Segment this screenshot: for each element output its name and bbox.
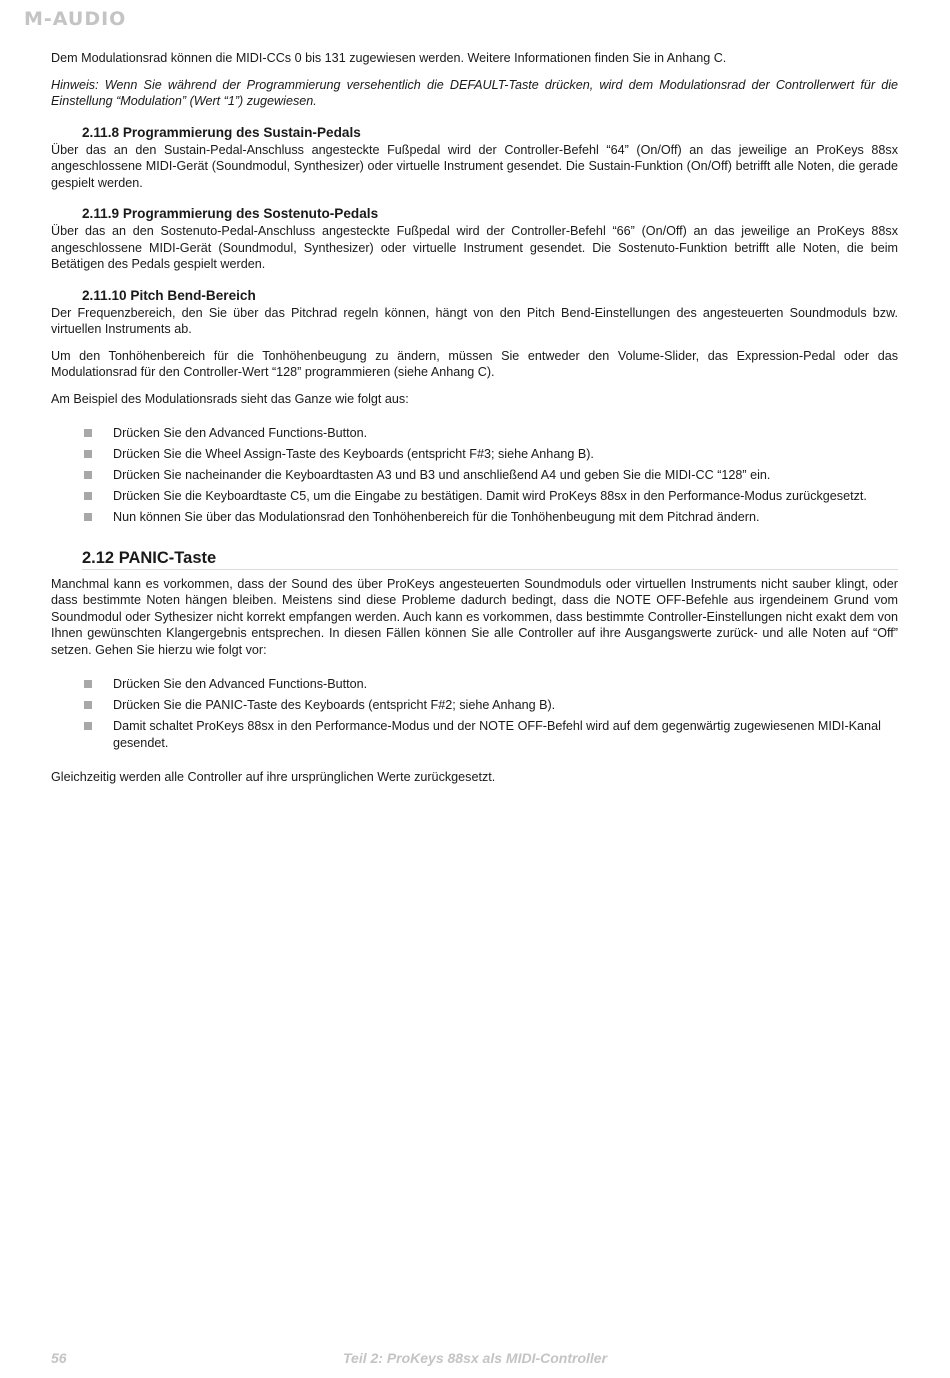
- square-bullet-icon: [84, 513, 92, 521]
- square-bullet-icon: [84, 701, 92, 709]
- page-content: [51, 50, 898, 796]
- pitch-bend-paragraph-3: Am Beispiel des Modulationsrads sieht das Ganze wie folgt aus:: [51, 391, 409, 406]
- pitch-bend-paragraph-2: Um den Tonhöhenbereich für die Tonhöhenbeugung zu ändern, müssen Sie entweder den Volume-Slider, das Expression-Pedal oder das Modulationsrad für den Controller-Wert “128” programmieren (siehe Anhang C).: [51, 348, 898, 379]
- list-item: [84, 676, 898, 693]
- list-item: [84, 446, 898, 463]
- square-bullet-icon: [84, 492, 92, 500]
- list-item-text: Drücken Sie die PANIC-Taste des Keyboards (entspricht F#2; siehe Anhang B).: [113, 698, 556, 712]
- list-item: [84, 697, 898, 714]
- intro-paragraph: Dem Modulationsrad können die MIDI-CCs 0 bis 131 zugewiesen werden. Weitere Informationen finden Sie in Anhang C.: [51, 51, 727, 65]
- list-item-text: Nun können Sie über das Modulationsrad den Tonhöhenbereich für die Tonhöhenbeugung mit dem Pitchrad ändern.: [113, 510, 760, 524]
- panic-steps: [84, 676, 898, 751]
- default-key-note: Hinweis: Wenn Sie während der Programmierung versehentlich die DEFAULT-Taste drücken, wird dem Modulationsrad der Controllerwert für die Einstellung “Modulation” (Wert “1”) zugewiesen.: [51, 77, 898, 108]
- heading-panic-taste: 2.12 PANIC-Taste: [82, 548, 898, 570]
- list-item: [84, 718, 898, 751]
- list-item-text: Drücken Sie nacheinander die Keyboardtasten A3 und B3 und anschließend A4 und geben Sie die MIDI-CC “128” ein.: [113, 468, 771, 482]
- m-audio-logo: M-AUDIO: [24, 8, 127, 30]
- heading-sostenuto-pedal: 2.11.9 Programmierung des Sostenuto-Pedals: [82, 206, 379, 221]
- list-item-text: Drücken Sie den Advanced Functions-Button.: [113, 426, 368, 440]
- list-item: [84, 509, 898, 526]
- sustain-pedal-paragraph: Über das an den Sustain-Pedal-Anschluss angesteckte Fußpedal wird der Controller-Befehl “64” (On/Off) an das jeweilige an ProKeys 88sx angeschlossene MIDI-Gerät (Soundmodul, Synthesizer) oder virtuelle Instrument gesendet. Die Sustain-Funktion (On/Off) betrifft alle Noten, die gerade gespielt werden.: [51, 142, 898, 190]
- square-bullet-icon: [84, 680, 92, 688]
- heading-pitch-bend: 2.11.10 Pitch Bend-Bereich: [82, 287, 256, 303]
- list-item-text: Drücken Sie die Wheel Assign-Taste des Keyboards (entspricht F#3; siehe Anhang B).: [113, 447, 594, 461]
- list-item: [84, 425, 898, 442]
- panic-closing-paragraph: Gleichzeitig werden alle Controller auf ihre ursprünglichen Werte zurückgesetzt.: [51, 770, 496, 784]
- footer-title: Teil 2: ProKeys 88sx als MIDI-Controller: [343, 1350, 608, 1366]
- square-bullet-icon: [84, 722, 92, 730]
- list-item-text: Drücken Sie die Keyboardtaste C5, um die Eingabe zu bestätigen. Damit wird ProKeys 88sx in den Performance-Modus zurückgesetzt.: [113, 489, 867, 503]
- pitch-bend-steps: [84, 425, 898, 526]
- list-item: [84, 488, 898, 505]
- list-item-text: Damit schaltet ProKeys 88sx in den Performance-Modus und der NOTE OFF-Befehl wird auf dem gegenwärtig zugewiesenen MIDI-Kanal gesendet.: [113, 719, 881, 750]
- list-item: [84, 467, 898, 484]
- panic-paragraph: Manchmal kann es vorkommen, dass der Sound des über ProKeys angesteuerten Soundmoduls oder virtuellen Instruments nicht sauber klingt, oder dass bestimmte Noten hängen bleiben. Meistens sind diese Probleme dadurch bedingt, dass die NOTE OFF-Befehle aus irgendeinem Grund vom Soundmodul oder Sythesizer nicht korrekt empfangen werden. Auch kann es vorkommen, dass bestimmte Controller-Einstellungen nicht exakt dem von Ihnen gewünschten Klangergebnis entsprechen. In diesen Fällen können Sie alle Controller auf ihre Ausgangswerte zurück- und alle Noten auf “Off” setzen. Gehen Sie hierzu wie folgt vor:: [51, 576, 898, 657]
- pitch-bend-paragraph-1: Der Frequenzbereich, den Sie über das Pitchrad regeln können, hängt von den Pitch Bend-Einstellungen des angesteuerten Soundmoduls bzw. virtuellen Instruments ab.: [51, 305, 898, 336]
- sostenuto-pedal-paragraph: Über das an den Sostenuto-Pedal-Anschluss angesteckte Fußpedal wird der Controller-Befehl “66” (On/Off) an das jeweilige an ProKeys 88sx angeschlossene MIDI-Gerät (Soundmodul, Synthesizer) oder virtuelle Instrument gesendet. Die Sostenuto-Funktion betrifft alle Noten, die beim Betätigen des Pedals gespielt werden.: [51, 224, 898, 271]
- square-bullet-icon: [84, 450, 92, 458]
- heading-sustain-pedal: 2.11.8 Programmierung des Sustain-Pedals: [82, 124, 361, 140]
- square-bullet-icon: [84, 471, 92, 479]
- list-item-text: Drücken Sie den Advanced Functions-Button.: [113, 677, 368, 691]
- square-bullet-icon: [84, 429, 92, 437]
- page-number: 56: [51, 1350, 67, 1366]
